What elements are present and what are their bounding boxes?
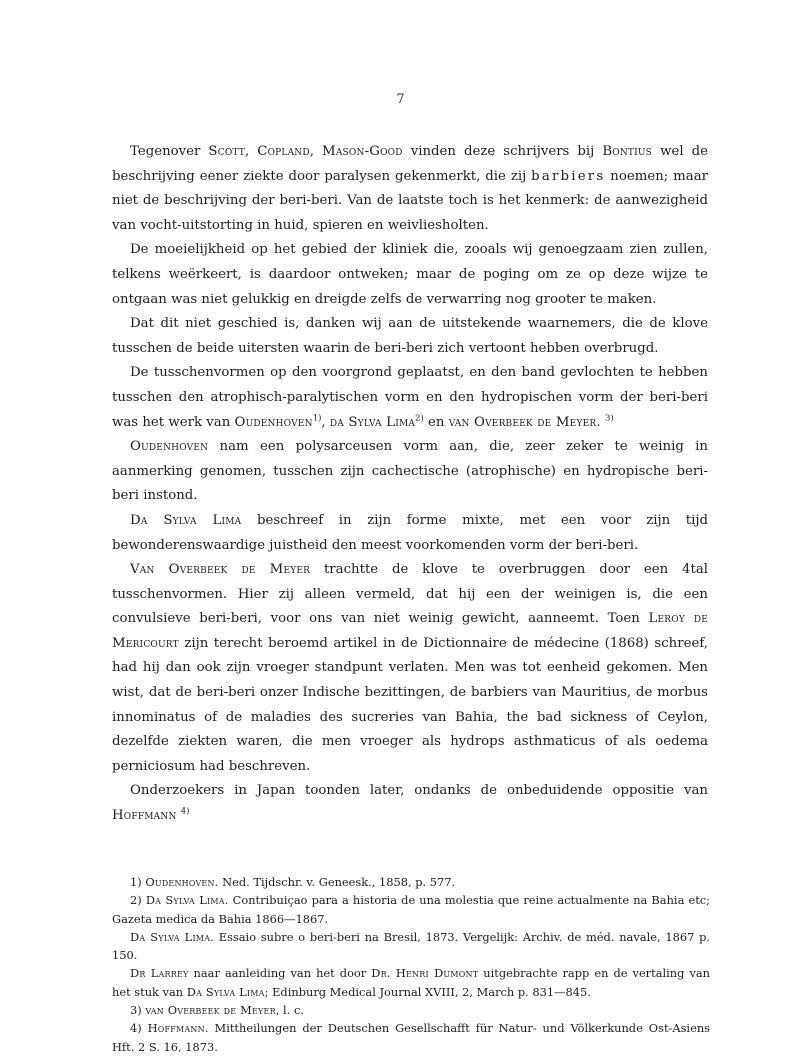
footnote-number: 3) — [130, 1003, 146, 1018]
author-name: Da Sylva Lima — [130, 512, 242, 528]
paragraph-3: Dat dit niet geschied is, danken wij aan de uitstekende waarnemers, die de klove tusschen de beide uitersten waarin de beri-beri zich vertoont hebben overbrugd. — [112, 316, 708, 356]
body-text — [112, 140, 708, 829]
paragraph-2: De moeielijkheid op het gebied der kliniek die, zooals wij genoegzaam zien zullen, telkens weërkeert, is daardoor ontweken; maar de poging om ze op deze wijze te ontgaan was niet gelukkig en dreigde zelfs de verwarring nog grooter te maken. — [112, 242, 708, 307]
author-name: Bontius — [602, 144, 653, 159]
footnote-2 — [112, 891, 710, 928]
author-name: Dr Larrey — [130, 966, 189, 981]
text: naar aanleiding van het door — [188, 966, 372, 981]
paragraph-7 — [112, 558, 708, 779]
paragraph-8 — [112, 779, 708, 828]
page-number: 7 — [396, 92, 405, 107]
author-name: da Sylva Lima — [329, 414, 416, 430]
author-name: Leroy de Mericourt — [112, 611, 709, 651]
text: Essaio subre o beri-beri na Bresil, 1873. Vergelijk: Archiv. de méd. navale, 1867 p. 150. — [112, 929, 710, 963]
text: en — [423, 414, 449, 430]
emphasis: barbiers — [531, 168, 606, 184]
footnote-2b — [112, 928, 710, 965]
author-name: Da Sylva Lima. — [145, 893, 229, 908]
text: nam een polysarceusen vorm aan, die, zeer zeker te weinig in aanmerking genomen, tusschen zijn cachectische (atrophische) en hydropische beri-beri instond. — [112, 439, 708, 504]
text: Contribuiçao para a historia de una molestia que reine actualmente na Bahia etc; Gazeta medica da Bahia 1866—1867. — [112, 893, 711, 926]
footnote-number: 1) — [130, 875, 146, 889]
author-name: van Overbeek de Meyer — [145, 1003, 276, 1018]
author-name: Oudenhoven — [234, 414, 313, 430]
text: Ned. Tijdschr. v. Geneesk., 1858, p. 577. — [218, 875, 456, 889]
footnote-ref: 3) — [605, 413, 614, 424]
paragraph-1 — [112, 140, 708, 238]
footnote-number: 2) — [130, 893, 146, 908]
footnote-ref: 1) — [312, 413, 322, 424]
author-name: Van Overbeek de Meyer — [130, 562, 311, 578]
text: beschreef in zijn forme mixte, met een voor zijn tijd bewonderenswaardige juistheid den meest voorkomenden vorm der beri-beri. — [112, 512, 708, 553]
text: noemen; maar niet de beschrijving der beri-beri. Van de laatste toch is het kenmerk: de aanwezigheid van vocht-uitstorting in huid, spieren en weivliesholten. — [112, 168, 709, 233]
footnote-2c — [112, 964, 710, 1001]
author-name: Da Sylva Lima — [186, 984, 265, 999]
author-name: Oudenhoven. — [145, 875, 219, 889]
author-name: Dr. Henri Dumont — [371, 966, 479, 981]
author-name: Mason-Good — [322, 144, 403, 159]
text: trachtte de klove te overbruggen door een 4tal tusschenvormen. Hier zij alleen vermeld, dat hij een der weinigen is, die een convulsieve beri-beri, voor ons van niet weinig gewicht, aanneemt. Toen — [112, 562, 709, 627]
text: uitgebrachte rapp en de vertaling van het stuk van — [112, 966, 711, 999]
footnotes — [112, 873, 710, 1056]
paragraph-5 — [112, 435, 708, 509]
footnote-1 — [112, 873, 710, 891]
author-name: Scott — [208, 144, 245, 159]
text: zijn terecht beroemd artikel in de Dictionnaire de médecine (1868) schreef, had hij dan ook zijn vroeger standpunt verlaten. Men was tot eenheid gekomen. Men wist, dat de beri-beri onzer Indische bezittingen, de barbiers van Mauritius, de morbus innominatus of de maladies des sucreries van Bahia, the bad sickness of Ceylon, dezelfde ziekten waren, die men vroeger als hydrops asthmaticus of als oedema perniciosum had beschreven. — [112, 635, 708, 774]
text: Tegenover — [130, 144, 209, 159]
text: , — [244, 144, 258, 159]
footnote-number: 4) — [130, 1021, 148, 1036]
text: , l. c. — [275, 1003, 304, 1018]
text: wel de beschrijving eener ziekte door paralysen gekenmerkt, die zij — [112, 144, 708, 184]
author-name: Copland — [257, 144, 310, 159]
author-name: Hoffmann. — [147, 1021, 209, 1036]
author-name: Da Sylva Lima. — [130, 929, 214, 944]
footnote-ref: 4) — [180, 806, 190, 817]
footnote-ref: 2) — [415, 413, 424, 424]
text: Mittheilungen der Deutschen Gesellschafft für Natur- und Völkerkunde Ost-Asiens Hft. 2 S. 16, 1873. — [112, 1021, 711, 1054]
footnote-3 — [112, 1001, 710, 1019]
text: ; Edinburg Medical Journal XVIII, 2, March p. 831—845. — [264, 984, 591, 999]
author-name: Oudenhoven — [130, 439, 209, 455]
paragraph-6 — [112, 509, 708, 558]
author-name: van Overbeek de Meyer. — [448, 414, 601, 430]
text: vinden deze schrijvers bij — [402, 144, 603, 159]
text: De tusschenvormen op den voorgrond geplaatst, en den band gevlochten te hebben tusschen den atrophisch-paralytischen vorm en den hydropischen vorm der beri-beri was het werk van — [112, 365, 708, 430]
paragraph-4 — [112, 361, 708, 435]
text: , — [321, 414, 330, 430]
text: , — [309, 144, 323, 159]
footnote-4 — [112, 1019, 710, 1056]
author-name: Hoffmann — [112, 808, 177, 824]
text: Onderzoekers in Japan toonden later, ondanks de onbeduidende oppositie van — [130, 783, 708, 799]
